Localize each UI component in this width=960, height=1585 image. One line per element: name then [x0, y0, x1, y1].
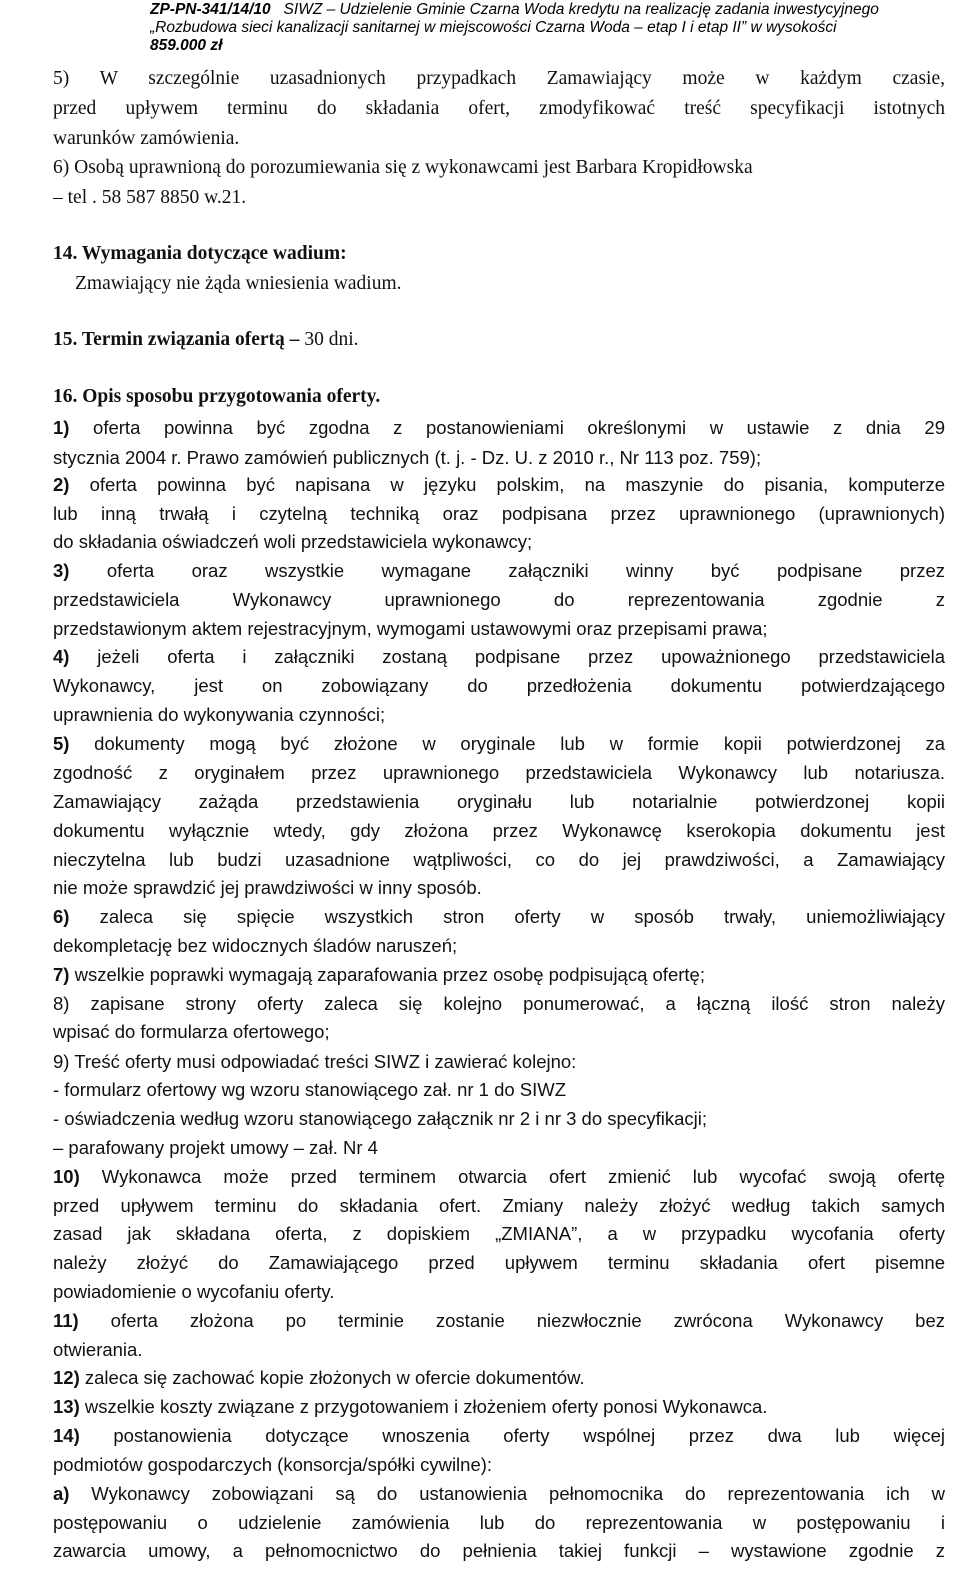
item-5-line5: nieczytelna lub budzi uzasadnione wątpliwości, co do jej prawdziwości, a Zamawiający: [53, 849, 945, 870]
case-number: ZP-PN-341/14/10: [150, 1, 271, 18]
item-6-line1: 6) zaleca się spięcie wszystkich stron oferty w sposób trwały, uniemożliwiający: [53, 906, 945, 927]
item-1-line2: stycznia 2004 r. Prawo zamówień publicznych (t. j. - Dz. U. z 2010 r., Nr 113 poz. 759);: [53, 447, 762, 468]
item-8-line1: 8) zapisane strony oferty zaleca się kolejno ponumerować, a łączną ilość stron należy: [53, 993, 945, 1014]
item-4-line1: 4) jeżeli oferta i załączniki zostaną podpisane przez upoważnionego przedstawiciela: [53, 646, 945, 667]
item-5-line1: 5) dokumenty mogą być złożone w oryginale lub w formie kopii potwierdzonej za: [53, 733, 945, 754]
item-14a-line2: postępowaniu o udzielenie zamówienia lub do reprezentowania w postępowaniu i: [53, 1512, 945, 1533]
item-10-line1: 10) Wykonawca może przed terminem otwarcia ofert zmienić lub wycofać swoją ofertę: [53, 1166, 945, 1187]
section-15-heading: 15. Termin związania ofertą –: [53, 329, 300, 350]
item-3-line3: przedstawionym aktem rejestracyjnym, wymogami ustawowymi oraz przepisami prawa;: [53, 618, 768, 639]
item-9-line1: 9) Treść oferty musi odpowiadać treści SIWZ i zawierać kolejno:: [53, 1051, 577, 1072]
header-title: SIWZ – Udzielenie Gminie Czarna Woda kredytu na realizację zadania inwestycyjnego: [283, 1, 879, 18]
section-14-heading: 14. Wymagania dotyczące wadium:: [53, 243, 347, 264]
item-11-line2: otwierania.: [53, 1339, 143, 1360]
item-3-line2: przedstawiciela Wykonawcy uprawnionego do reprezentowania zgodnie z: [53, 589, 945, 610]
item-4-line2: Wykonawcy, jest on zobowiązany do przedłożenia dokumentu potwierdzającego: [53, 675, 945, 696]
item-5-line6: nie może sprawdzić jej prawdziwości w inny sposób.: [53, 877, 482, 898]
item-13: 13) wszelkie koszty związane z przygotowaniem i złożeniem oferty ponosi Wykonawca.: [53, 1396, 768, 1417]
item-8-line2: wpisać do formularza ofertowego;: [53, 1021, 330, 1042]
item-9-line4: – parafowany projekt umowy – zał. Nr 4: [53, 1137, 378, 1158]
item-10-line5: powiadomienie o wycofaniu oferty.: [53, 1281, 335, 1302]
item-4-line3: uprawnienia do wykonywania czynności;: [53, 704, 386, 725]
item-1-line1: 1) oferta powinna być zgodna z postanowieniami określonymi w ustawie z dnia 29: [53, 417, 945, 438]
item-14a-line3: zawarcia umowy, a pełnomocnictwo do pełnienia takiej funkcji – wystawione zgodnie z: [53, 1540, 945, 1561]
item-9-line3: - oświadczenia według wzoru stanowiącego załącznik nr 2 i nr 3 do specyfikacji;: [53, 1108, 707, 1129]
p5-line1: 5) W szczególnie uzasadnionych przypadkach Zamawiający może w każdym czasie,: [53, 68, 945, 89]
item-10-line4: należy złożyć do Zamawiającego przed upływem terminu składania ofert pisemne: [53, 1252, 945, 1273]
section-15: [53, 328, 358, 352]
p6-line2: – tel . 58 587 8850 w.21.: [53, 187, 247, 208]
section-14-text: Zmawiający nie żąda wniesienia wadium.: [75, 273, 402, 294]
item-2-line2: lub inną trwałą i czytelną techniką oraz podpisana przez uprawnionego (uprawnionych): [53, 503, 945, 524]
running-header-line2: „Rozbudowa sieci kanalizacji sanitarnej w miejscowości Czarna Woda – etap I i etap II” w wysokości: [150, 19, 837, 36]
item-12: 12) zaleca się zachować kopie złożonych w ofercie dokumentów.: [53, 1367, 585, 1388]
item-11-line1: 11) oferta złożona po terminie zostanie niezwłocznie zwrócona Wykonawcy bez: [53, 1310, 945, 1331]
item-14-line1: 14) postanowienia dotyczące wnoszenia oferty wspólnej przez dwa lub więcej: [53, 1425, 945, 1446]
item-5-line3: Zamawiający zażąda przedstawienia oryginału lub notarialnie potwierdzonej kopii: [53, 791, 945, 812]
item-10-line2: przed upływem terminu do składania ofert. Zmiany należy złożyć według takich samych: [53, 1195, 945, 1216]
item-2-line1: 2) oferta powinna być napisana w języku polskim, na maszynie do pisania, komputerze: [53, 474, 945, 495]
item-7: 7) wszelkie poprawki wymagają zaparafowania przez osobę podpisującą ofertę;: [53, 964, 705, 985]
item-5-line4: dokumentu wyłącznie wtedy, gdy złożona przez Wykonawcę kserokopia dokumentu jest: [53, 820, 945, 841]
item-6-line2: dekompletację bez widocznych śladów naruszeń;: [53, 935, 458, 956]
p5-line2: przed upływem terminu do składania ofert, zmodyfikować treść specyfikacji istotnych: [53, 98, 945, 119]
p5-line3: warunków zamówienia.: [53, 128, 240, 149]
item-5-line2: zgodność z oryginałem przez uprawnionego przedstawiciela Wykonawcy lub notariusza.: [53, 762, 945, 783]
item-14a-line1: a) Wykonawcy zobowiązani są do ustanowienia pełnomocnika do reprezentowania ich w: [53, 1483, 945, 1504]
running-header-line3: 859.000 zł: [150, 37, 223, 54]
item-10-line3: zasad jak składana oferta, z dopiskiem „ZMIANA”, a w przypadku wycofania oferty: [53, 1223, 945, 1244]
item-14-line2: podmiotów gospodarczych (konsorcja/spółki cywilne):: [53, 1454, 493, 1475]
item-9-line2: - formularz ofertowy wg wzoru stanowiącego zał. nr 1 do SIWZ: [53, 1079, 567, 1100]
p6-line1: 6) Osobą uprawnioną do porozumiewania się z wykonawcami jest Barbara Kropidłowska: [53, 157, 753, 178]
item-3-line1: 3) oferta oraz wszystkie wymagane załączniki winny być podpisane przez: [53, 560, 945, 581]
section-15-text: 30 dni.: [299, 329, 359, 350]
section-16-heading: 16. Opis sposobu przygotowania oferty.: [53, 386, 381, 407]
item-2-line3: do składania oświadczeń woli przedstawiciela wykonawcy;: [53, 531, 533, 552]
